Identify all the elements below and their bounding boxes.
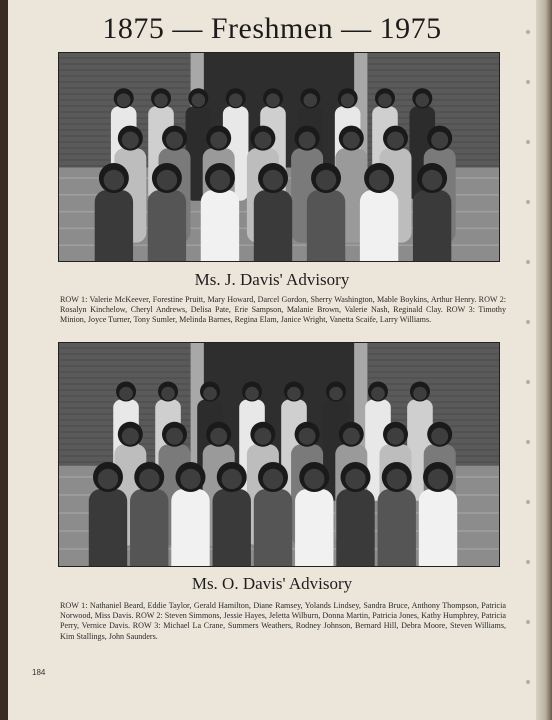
person-figure [254, 163, 292, 262]
yearbook-page [8, 0, 536, 720]
group-photo-image [58, 342, 500, 567]
binding-hole [526, 200, 530, 204]
advisory-names-2: ROW 1: Nathaniel Beard, Eddie Taylor, Gerald Hamilton, Diane Ramsey, Yolands Lindsey, Sandra Bruce, Anthony Thompson, Patricia Norwood, Miss Davis. ROW 2: Steven Simmons, Jessie Hayes, Jeletta Wilburn, Donna Martin, Patricia Jones, Kathy Humphrey, Patricia Perry, Vernice Davis. ROW 3: Michael La Crane, Summers Weathers, Rodney Johnson, Bernard Hill, Debra Moore, Steven Williams, Kim Stallings, John Saunders. [60, 601, 506, 641]
person-figure [413, 163, 451, 262]
person-figure [360, 163, 398, 262]
advisory-title-2: Ms. O. Davis' Advisory [191, 574, 353, 593]
person-figure [254, 462, 292, 567]
binding-hole [526, 440, 530, 444]
person-figure [336, 462, 374, 567]
person-figure [378, 462, 416, 567]
binding-hole [526, 500, 530, 504]
advisory-title-1: Ms. J. Davis' Advisory [194, 270, 350, 289]
page-heading: 1875 — Freshmen — 1975 [102, 12, 442, 45]
binding-hole [526, 620, 530, 624]
binding-hole [526, 140, 530, 144]
person-figure [295, 462, 333, 567]
advisory-names-1: ROW 1: Valerie McKeever, Forestine Pruitt, Mary Howard, Darcel Gordon, Sherry Washington, Mable Boykins, Arthur Henry. ROW 2: Rosalyn Kinchelow, Cheryl Andrews, Delisa Pate, Erie Sampson, Malanie Brown, Valerie Nash, Reginald Clay. ROW 3: Timothy Minion, Joyce Turner, Tony Sumler, Melinda Barnes, Regina Elam, Janice Wright, Vanetta Scaife, Larry Williams. [60, 295, 506, 325]
person-figure [89, 462, 127, 567]
person-figure [148, 163, 186, 262]
page-number: 184 [32, 668, 46, 677]
binding-hole [526, 320, 530, 324]
binding-hole [526, 680, 530, 684]
group-photo-image [58, 52, 500, 262]
binding-hole [526, 380, 530, 384]
person-figure [95, 163, 133, 262]
advisory-photo-1 [58, 52, 500, 262]
binding-hole [526, 560, 530, 564]
binding-hole [526, 80, 530, 84]
person-figure [419, 462, 457, 567]
person-figure [130, 462, 168, 567]
page-edge [536, 0, 552, 720]
person-figure [201, 163, 239, 262]
advisory-photo-2 [58, 342, 500, 567]
person-figure [213, 462, 251, 567]
person-figure [171, 462, 209, 567]
binding-hole [526, 30, 530, 34]
person-figure [307, 163, 345, 262]
binding-hole [526, 260, 530, 264]
